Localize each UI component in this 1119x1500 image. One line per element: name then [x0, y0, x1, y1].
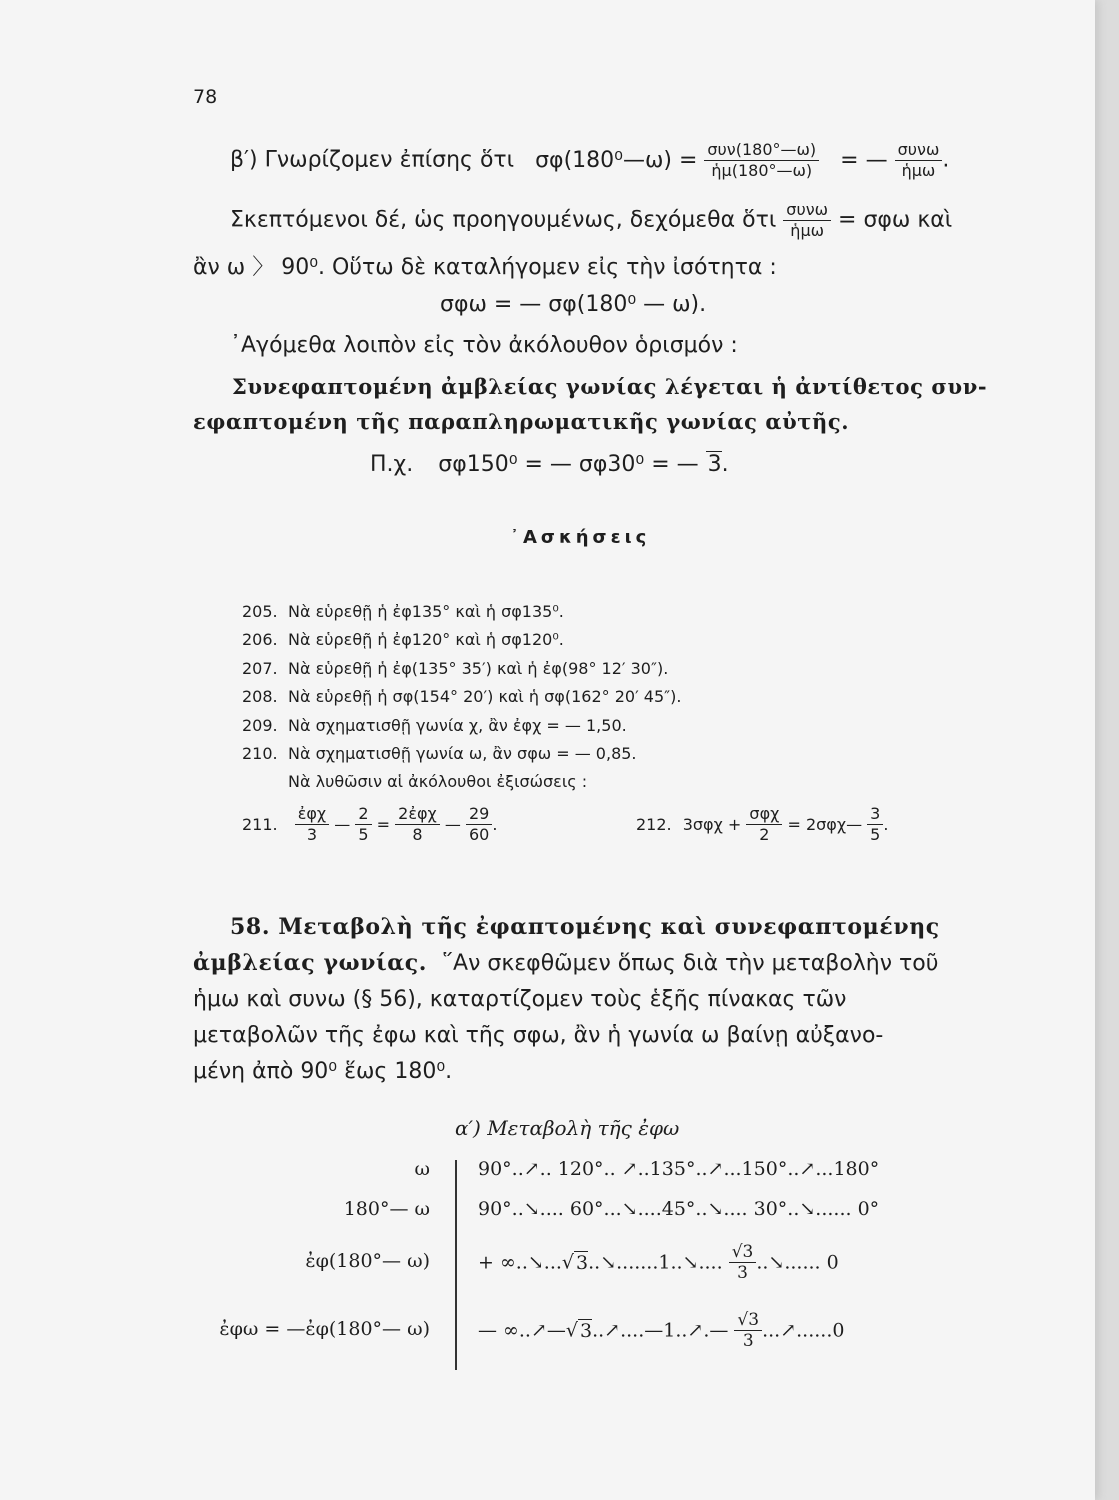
- line-5: ᾿Αγόμεθα λοιπὸν εἰς τὸν ἀκόλουθον ὁρισμόν :: [230, 333, 738, 358]
- beta-fraction-1: $\frac{\text{συν(180°—ω)}}{\text{ἡμ(180°—ω)}}$: [704, 140, 819, 181]
- equation-211: 211. $\frac{\text{ἐφχ}}{3}$ — $\frac{2}{5}$ = $\frac{\text{2ἐφχ}}{8}$ — $\frac{29}{60}$ .: [242, 804, 498, 844]
- section-58-line-1: ἀμβλείας γωνίας. ῞Αν σκεφθῶμεν ὅπως διὰ τὴν μεταβολὴν τοῦ: [193, 950, 939, 976]
- table-brace: [455, 1160, 457, 1370]
- exercise-item: 206. Νὰ εὑρεθῇ ἡ ἐφ120° καὶ ἡ σφ120⁰.: [242, 630, 564, 650]
- equation: σφω = — σφ(180⁰ — ω).: [440, 292, 707, 317]
- section-58-line-4: μένη ἀπὸ 90⁰ ἕως 180⁰.: [193, 1059, 453, 1084]
- exercise-item: 205. Νὰ εὑρεθῇ ἡ ἐφ135° καὶ ἡ σφ135⁰.: [242, 602, 564, 621]
- beta-lhs: σφ(180⁰—ω) =: [535, 147, 698, 173]
- exercise-solve-line: Νὰ λυθῶσιν αἱ ἀκόλουθοι ἐξισώσεις :: [288, 772, 588, 792]
- equation-212: 212. 3σφχ + $\frac{\text{σφχ}}{2}$ = 2σφχ— $\frac{3}{5}$ .: [636, 804, 889, 844]
- page-number: 78: [193, 86, 218, 108]
- beta-lead: β′) Γνωρίζομεν ἐπίσης ὅτι: [230, 147, 515, 173]
- definition-line-2: εφαπτομένη τῆς παραπληρωματικῆς γωνίας αὐτῆς.: [193, 409, 850, 434]
- exercise-item: 208. Νὰ εὑρεθῇ ἡ σφ(154° 20′) καὶ ἡ σφ(162° 20′ 45″).: [242, 687, 682, 707]
- beta-fraction-2: $\frac{\text{συνω}}{\text{ἡμω}}$: [895, 140, 943, 181]
- exercise-list: [242, 598, 681, 797]
- line-2: Σκεπτόμενοι δέ, ὡς προηγουμένως, δεχόμεθα ὅτι $\frac{\text{συνω}}{\text{ἡμω}}$ = σφω καὶ: [230, 200, 953, 240]
- section-58-line-2: ἡμω καὶ συνω (§ 56), καταρτίζομεν τοὺς ἑξῆς πίνακας τῶν: [193, 987, 847, 1012]
- line-3: ἂν ω 〉 90⁰. Οὕτω δὲ καταλήγομεν εἰς τὴν ἰσότητα :: [193, 255, 777, 280]
- line2-fraction: $\frac{\text{συνω}}{\text{ἡμω}}$: [783, 200, 831, 241]
- table-label: ἐφ(180°— ω): [305, 1250, 430, 1272]
- beta-line: β′) Γνωρίζομεν ἐπίσης ὅτι σφ(180⁰—ω) = $\frac{\text{συν(180°—ω)}}{\text{ἡμ(180°—ω)}}$ = — $\frac{\text{συνω}}{\text{ἡμω}}$ .: [230, 140, 950, 180]
- exercise-item: 209. Νὰ σχηματισθῇ γωνία χ, ἂν ἐφχ = — 1,50.: [242, 715, 627, 735]
- table-row-omega: 90°..↗.. 120°.. ↗..135°..↗...150°..↗...180°: [478, 1158, 880, 1180]
- table-row-tan-supplement: + ∞..↘...√ 3..↘.......1..↘.... $\frac{√3}{3}$ ..↘...... 0: [478, 1242, 839, 1283]
- beta-eq: = —: [840, 147, 888, 173]
- example: Π.χ. σφ150⁰ = — σφ30⁰ = — 3.: [370, 452, 729, 477]
- exercise-item: 210. Νὰ σχηματισθῇ γωνία ω, ἂν σφω = — 0,85.: [242, 744, 637, 764]
- exercises-heading: ᾿Ασκήσεις: [510, 527, 651, 548]
- table-label: ἐφω = —ἐφ(180°— ω): [219, 1318, 430, 1340]
- table-row-supplement: 90°..↘.... 60°...↘....45°..↘.... 30°..↘...... 0°: [478, 1198, 880, 1220]
- table-label: ω: [414, 1158, 430, 1180]
- exercise-item: 207. Νὰ εὑρεθῇ ἡ ἐφ(135° 35′) καὶ ἡ ἐφ(98° 12′ 30″).: [242, 658, 669, 678]
- definition-line-1: Συνεφαπτομένη ἀμβλείας γωνίας λέγεται ἡ ἀντίθετος συν-: [232, 374, 988, 399]
- table-title: α′) Μεταβολὴ τῆς ἐφω: [455, 1116, 680, 1140]
- section-58-line-3: μεταβολῶν τῆς ἐφω καὶ τῆς σφω, ἂν ἡ γωνία ω βαίνῃ αὐξανο-: [193, 1023, 884, 1048]
- table-label: 180°— ω: [343, 1198, 430, 1220]
- table-row-tan-omega: — ∞..↗—√ 3..↗....—1..↗.— $\frac{√3}{3}$ ...↗......0: [478, 1310, 845, 1351]
- section-58-title: 58. Μεταβολὴ τῆς ἐφαπτομένης καὶ συνεφαπτομένης: [230, 914, 940, 940]
